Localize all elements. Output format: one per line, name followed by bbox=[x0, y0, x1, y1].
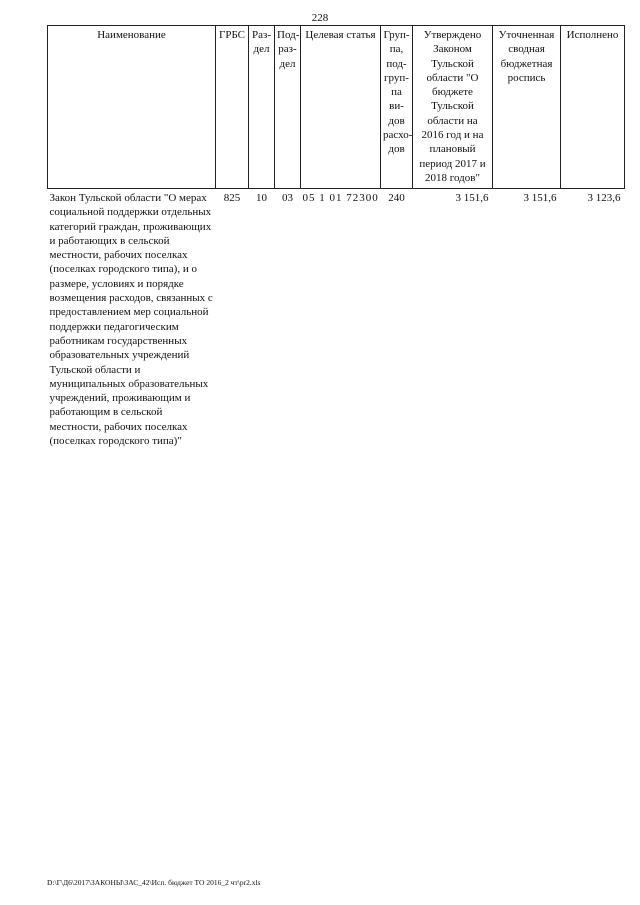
row-podrazdel: 03 bbox=[282, 192, 293, 204]
row-razdel: 10 bbox=[256, 192, 267, 204]
row-executed: 3 123,6 bbox=[587, 192, 621, 204]
header-razdel: Раз-дел bbox=[249, 26, 275, 189]
header-expense-group: Груп-па, под-груп-па ви-дов расхо-дов bbox=[381, 26, 413, 189]
table-row bbox=[48, 189, 625, 451]
table-header-row bbox=[48, 26, 625, 189]
row-approved: 3 151,6 bbox=[455, 192, 489, 204]
header-target-article: Целевая статья bbox=[301, 26, 381, 189]
row-grbs: 825 bbox=[223, 192, 241, 204]
header-grbs: ГРБС bbox=[216, 26, 249, 189]
header-executed: Исполнено bbox=[561, 26, 625, 189]
budget-table bbox=[47, 25, 625, 450]
row-expense-group: 240 bbox=[388, 192, 405, 204]
footer-file-path: D:\Г\Д6\2017\ЗАКОНЫ\ЗАС_42\Исп. бюджет ТО 2016_2 чт\pr2.xls bbox=[47, 878, 261, 887]
row-target-article: 05 1 01 72300 bbox=[302, 192, 379, 204]
header-approved: Утверждено Законом Тульской области "О бюджете Тульской области на 2016 год и на плановый период 2017 и 2018 годов" bbox=[413, 26, 493, 189]
row-name: Закон Тульской области "О мерах социальной поддержки отдельных категорий граждан, проживающих и работающих в сельской местности, рабочих поселках (поселках городского типа), и о размере, условиях и порядке возмещения расходов, связанных с предоставлением мер социальной поддержки педагогическим работникам государственных образовательных учреждений Тульской области и муниципальных образовательных учреждений, проживающим и работающим в сельской местности, рабочих поселках (поселках городского типа)" bbox=[49, 192, 213, 448]
page-number: 228 bbox=[311, 12, 329, 24]
header-refined-budget: Уточненная сводная бюджетная роспись bbox=[493, 26, 561, 189]
header-podrazdel: Под-раз-дел bbox=[275, 26, 301, 189]
row-refined-budget: 3 151,6 bbox=[523, 192, 557, 204]
header-name: Наименование bbox=[48, 26, 216, 189]
